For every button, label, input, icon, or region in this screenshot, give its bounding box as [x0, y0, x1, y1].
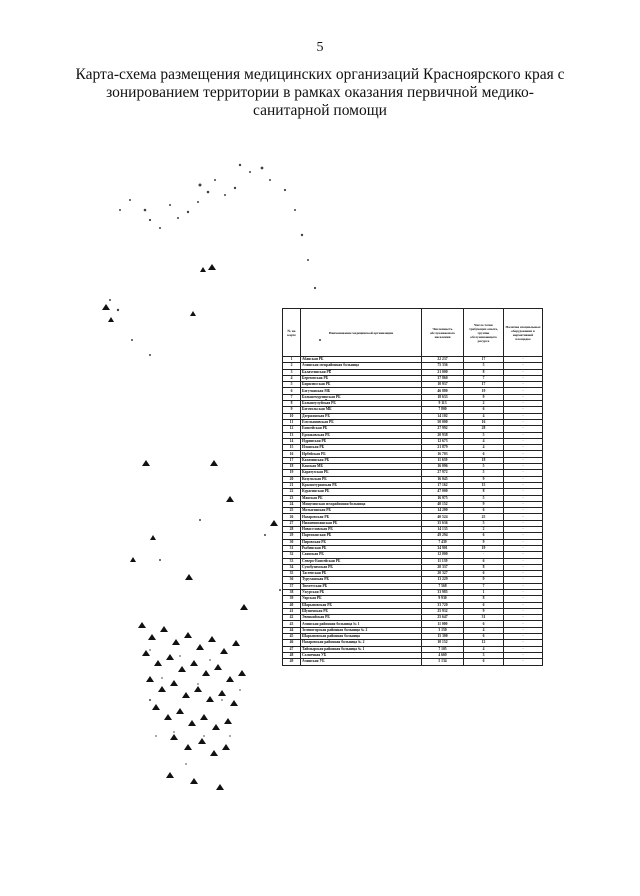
row-points: 4 — [464, 627, 504, 633]
row-population: 11 000 — [422, 621, 464, 627]
row-points: 5 — [464, 470, 504, 476]
row-population: 21 879 — [422, 445, 464, 451]
row-equipment: - — [504, 369, 543, 375]
row-equipment: - — [504, 558, 543, 564]
row-points: 8 — [464, 596, 504, 602]
row-number: 22 — [283, 489, 301, 495]
row-points: 8 — [464, 489, 504, 495]
row-points: 9 — [464, 501, 504, 507]
row-equipment: - — [504, 640, 543, 646]
row-points: 6 — [464, 634, 504, 640]
row-organization: Иланская РБ — [301, 445, 422, 451]
row-equipment: - — [504, 646, 543, 652]
row-number: 7 — [283, 394, 301, 400]
row-organization: Тасеевская РБ — [301, 571, 422, 577]
row-points: 5 — [464, 464, 504, 470]
row-equipment: - — [504, 539, 543, 545]
row-equipment: - — [504, 527, 543, 533]
row-number: 23 — [283, 495, 301, 501]
organizations-table-wrapper — [282, 308, 542, 666]
row-number: 47 — [283, 646, 301, 652]
row-number: 12 — [283, 426, 301, 432]
row-points: 31 — [464, 615, 504, 621]
row-equipment: - — [504, 564, 543, 570]
row-organization: Большеулуйская РБ — [301, 401, 422, 407]
row-number: 27 — [283, 520, 301, 526]
row-equipment: - — [504, 445, 543, 451]
row-equipment: - — [504, 652, 543, 658]
row-organization: Большемуртинская РБ — [301, 394, 422, 400]
row-equipment: - — [504, 426, 543, 432]
row-number: 29 — [283, 533, 301, 539]
row-equipment: - — [504, 533, 543, 539]
header-population: Численность обслуживаемого населения — [422, 309, 464, 357]
row-population: 22 237 — [422, 357, 464, 363]
row-organization: Каратузская РБ — [301, 470, 422, 476]
row-population: 35 636 — [422, 520, 464, 526]
row-organization: Солнечная УБ — [301, 652, 422, 658]
row-organization: Пировская РБ — [301, 539, 422, 545]
row-organization: Минусинская межрайонная больница — [301, 501, 422, 507]
row-equipment: - — [504, 577, 543, 583]
row-population: 27 992 — [422, 426, 464, 432]
row-population: 7 568 — [422, 583, 464, 589]
row-organization: Краснотуранская РБ — [301, 482, 422, 488]
row-number: 19 — [283, 470, 301, 476]
row-organization: Дзержинская РБ — [301, 413, 422, 419]
row-organization: Нижнеингашская РБ — [301, 520, 422, 526]
row-points: 4 — [464, 438, 504, 444]
row-points: 5 — [464, 432, 504, 438]
row-points: 17 — [464, 382, 504, 388]
row-population: 49 294 — [422, 533, 464, 539]
row-organization: Ирбейская РБ — [301, 451, 422, 457]
row-number: 8 — [283, 401, 301, 407]
row-equipment: - — [504, 608, 543, 614]
row-equipment: - — [504, 413, 543, 419]
row-population: 18 633 — [422, 394, 464, 400]
page-number: 5 — [316, 40, 324, 55]
row-number: 32 — [283, 552, 301, 558]
row-points: 6 — [464, 659, 504, 665]
row-points: - — [464, 552, 504, 558]
row-organization: Ачинская районная больница № 1 — [301, 621, 422, 627]
row-equipment: - — [504, 482, 543, 488]
row-equipment: - — [504, 596, 543, 602]
row-number: 38 — [283, 589, 301, 595]
row-equipment: - — [504, 357, 543, 363]
row-organization: Северо-Енисейская РБ — [301, 558, 422, 564]
row-points: 4 — [464, 646, 504, 652]
row-number: 28 — [283, 527, 301, 533]
row-points: 1 — [464, 589, 504, 595]
row-points: 6 — [464, 558, 504, 564]
row-organization: Саянская РБ — [301, 552, 422, 558]
row-points: 9 — [464, 476, 504, 482]
row-population: 16 096 — [422, 464, 464, 470]
row-number: 35 — [283, 571, 301, 577]
row-equipment: - — [504, 464, 543, 470]
row-points: 6 — [464, 533, 504, 539]
row-points: 19 — [464, 388, 504, 394]
header-organization: Наименование медицинской организации — [301, 309, 422, 357]
row-equipment: - — [504, 375, 543, 381]
row-number: 39 — [283, 596, 301, 602]
row-points: 6 — [464, 508, 504, 514]
row-population: 20 327 — [422, 571, 464, 577]
row-number: 5 — [283, 382, 301, 388]
row-points: 6 — [464, 571, 504, 577]
row-organization: Шарыповская районная больница — [301, 634, 422, 640]
row-equipment: - — [504, 508, 543, 514]
row-population: 40 524 — [422, 514, 464, 520]
row-number: 45 — [283, 634, 301, 640]
row-population: 34 901 — [422, 545, 464, 551]
row-equipment: - — [504, 489, 543, 495]
row-points: 9 — [464, 577, 504, 583]
row-population: 25 647 — [422, 615, 464, 621]
row-organization: Курагинская РБ — [301, 489, 422, 495]
row-organization: Бирилюсская РБ — [301, 382, 422, 388]
row-points: 12 — [464, 640, 504, 646]
row-organization: Сухобузимская РБ — [301, 564, 422, 570]
row-population: 47 000 — [422, 489, 464, 495]
row-organization: Зеленогорская районная больница № 2 — [301, 627, 422, 633]
row-equipment: - — [504, 470, 543, 476]
row-number: 41 — [283, 608, 301, 614]
row-points: 2 — [464, 401, 504, 407]
row-organization: Богучанская МБ — [301, 388, 422, 394]
row-population: 16 703 — [422, 451, 464, 457]
header-equipment: Наличие специальных оборудования в нормативной площадке — [504, 309, 543, 357]
row-population: 14 200 — [422, 508, 464, 514]
row-points: 5 — [464, 520, 504, 526]
row-equipment: - — [504, 457, 543, 463]
row-number: 18 — [283, 464, 301, 470]
row-equipment: - — [504, 552, 543, 558]
row-equipment: - — [504, 451, 543, 457]
row-number: 34 — [283, 564, 301, 570]
row-number: 44 — [283, 627, 301, 633]
row-population: 50 000 — [422, 419, 464, 425]
row-population: 15 300 — [422, 634, 464, 640]
row-equipment: - — [504, 419, 543, 425]
row-equipment: - — [504, 634, 543, 640]
row-population: 14 135 — [422, 527, 464, 533]
row-population: 7 439 — [422, 539, 464, 545]
row-organization: Березовская РБ — [301, 375, 422, 381]
row-population: 33 985 — [422, 589, 464, 595]
row-organization: Манская РБ — [301, 495, 422, 501]
row-organization: Мотыгинская РБ — [301, 508, 422, 514]
row-points: 6 — [464, 621, 504, 627]
row-organization: Балахтинская РБ — [301, 369, 422, 375]
row-equipment: - — [504, 589, 543, 595]
row-points: 3 — [464, 652, 504, 658]
table-body — [283, 357, 543, 666]
row-organization: Эвенкийская РБ — [301, 615, 422, 621]
row-number: 25 — [283, 508, 301, 514]
row-number: 3 — [283, 369, 301, 375]
row-population: 3 150 — [422, 627, 464, 633]
row-number: 26 — [283, 514, 301, 520]
row-organization: Рыбинская РБ — [301, 545, 422, 551]
row-number: 13 — [283, 432, 301, 438]
row-points: 5 — [464, 495, 504, 501]
row-equipment: - — [504, 615, 543, 621]
row-population: 20 938 — [422, 432, 464, 438]
row-organization: Канская МБ — [301, 464, 422, 470]
row-points: 2 — [464, 527, 504, 533]
row-equipment: - — [504, 545, 543, 551]
row-points: 5 — [464, 363, 504, 369]
row-number: 43 — [283, 621, 301, 627]
row-organization: Партизанская РБ — [301, 533, 422, 539]
row-number: 10 — [283, 413, 301, 419]
row-equipment: - — [504, 501, 543, 507]
row-points: 9 — [464, 539, 504, 545]
row-points: 25 — [464, 514, 504, 520]
row-equipment: - — [504, 571, 543, 577]
table-row — [283, 659, 543, 665]
row-population: 4 669 — [422, 652, 464, 658]
row-organization: Емельяновская РБ — [301, 419, 422, 425]
row-population: 20 337 — [422, 564, 464, 570]
row-points: 17 — [464, 357, 504, 363]
header-number: № на карте — [283, 309, 301, 357]
row-number: 17 — [283, 457, 301, 463]
row-equipment: - — [504, 363, 543, 369]
row-points: 4 — [464, 413, 504, 419]
row-points: 4 — [464, 445, 504, 451]
row-number: 14 — [283, 438, 301, 444]
row-equipment: - — [504, 659, 543, 665]
row-population: 13 229 — [422, 577, 464, 583]
organizations-table — [282, 308, 543, 666]
row-points: 6 — [464, 602, 504, 608]
row-equipment: - — [504, 583, 543, 589]
row-organization: Назаровская РБ — [301, 514, 422, 520]
row-number: 30 — [283, 539, 301, 545]
row-population: 16 045 — [422, 476, 464, 482]
row-organization: Ачинская межрайонная больница — [301, 363, 422, 369]
row-number: 46 — [283, 640, 301, 646]
row-organization: Шушенская РБ — [301, 608, 422, 614]
row-points: 18 — [464, 457, 504, 463]
row-population: 9 113 — [422, 401, 464, 407]
row-organization: Боготольская МБ — [301, 407, 422, 413]
row-population: 7 105 — [422, 646, 464, 652]
row-points: 6 — [464, 407, 504, 413]
row-equipment: - — [504, 520, 543, 526]
row-points: 7 — [464, 583, 504, 589]
row-organization: Новоселовская РБ — [301, 527, 422, 533]
row-population: 11 139 — [422, 558, 464, 564]
row-population: 37 860 — [422, 375, 464, 381]
row-population: 17 162 — [422, 482, 464, 488]
row-organization: Таймырская районная больница № 1 — [301, 646, 422, 652]
row-population: 12 673 — [422, 438, 464, 444]
row-number: 40 — [283, 602, 301, 608]
row-number: 1 — [283, 357, 301, 363]
row-population: 33 720 — [422, 602, 464, 608]
row-number: 49 — [283, 659, 301, 665]
row-equipment: - — [504, 602, 543, 608]
row-number: 21 — [283, 482, 301, 488]
row-equipment: - — [504, 401, 543, 407]
row-number: 15 — [283, 445, 301, 451]
row-population: 12 000 — [422, 552, 464, 558]
row-equipment: - — [504, 621, 543, 627]
row-equipment: - — [504, 438, 543, 444]
row-organization: Шарыповская РБ — [301, 602, 422, 608]
row-organization: Козульская РБ — [301, 476, 422, 482]
row-organization: Уярская РБ — [301, 596, 422, 602]
row-equipment: - — [504, 476, 543, 482]
row-points: 8 — [464, 369, 504, 375]
page-title: Карта-схема размещения медицинских организаций Красноярского края с зонированием территории в рамках оказания первичной медико-санитарной помощи — [75, 66, 565, 119]
row-organization: Абанская РБ — [301, 357, 422, 363]
row-points: 7 — [464, 375, 504, 381]
row-number: 4 — [283, 375, 301, 381]
row-population: 21 000 — [422, 369, 464, 375]
row-equipment: - — [504, 514, 543, 520]
row-population: 75 336 — [422, 363, 464, 369]
row-organization: Казачинская РБ — [301, 457, 422, 463]
row-equipment: - — [504, 495, 543, 501]
row-number: 6 — [283, 388, 301, 394]
row-population: 14 102 — [422, 413, 464, 419]
row-population: 16 975 — [422, 495, 464, 501]
row-number: 48 — [283, 652, 301, 658]
row-number: 20 — [283, 476, 301, 482]
row-number: 9 — [283, 407, 301, 413]
row-population: 40 152 — [422, 501, 464, 507]
row-organization: Тюхтетская РБ — [301, 583, 422, 589]
row-number: 24 — [283, 501, 301, 507]
row-points: 16 — [464, 419, 504, 425]
row-number: 11 — [283, 419, 301, 425]
row-points: 6 — [464, 451, 504, 457]
row-number: 33 — [283, 558, 301, 564]
row-population: 10 152 — [422, 640, 464, 646]
row-equipment: - — [504, 627, 543, 633]
row-organization: Ужурская РБ — [301, 589, 422, 595]
row-organization: Ачинская УБ — [301, 659, 422, 665]
row-number: 16 — [283, 451, 301, 457]
row-number: 42 — [283, 615, 301, 621]
row-number: 2 — [283, 363, 301, 369]
row-organization: Идринская РБ — [301, 438, 422, 444]
row-population: 10 937 — [422, 382, 464, 388]
row-points: 15 — [464, 482, 504, 488]
row-population: 5 134 — [422, 659, 464, 665]
row-points: 9 — [464, 394, 504, 400]
row-organization: Енисейская РБ — [301, 426, 422, 432]
row-equipment: - — [504, 407, 543, 413]
row-organization: Ермаковская РБ — [301, 432, 422, 438]
row-points: 28 — [464, 426, 504, 432]
row-organization: Туруханская РБ — [301, 577, 422, 583]
row-population: 9 930 — [422, 596, 464, 602]
header-points: Число точек требующих опыта, группы обслуживающего ресурса — [464, 309, 504, 357]
row-organization: Назаровская районная больница № 2 — [301, 640, 422, 646]
row-equipment: - — [504, 382, 543, 388]
row-population: 25 932 — [422, 608, 464, 614]
row-equipment: - — [504, 394, 543, 400]
row-population: 46 880 — [422, 388, 464, 394]
table-header-row — [283, 309, 543, 357]
row-points: 9 — [464, 608, 504, 614]
row-number: 36 — [283, 577, 301, 583]
row-points: 8 — [464, 564, 504, 570]
row-equipment: - — [504, 432, 543, 438]
row-equipment: - — [504, 388, 543, 394]
row-population: 27 972 — [422, 470, 464, 476]
row-number: 37 — [283, 583, 301, 589]
row-number: 31 — [283, 545, 301, 551]
row-population: 7 800 — [422, 407, 464, 413]
row-population: 11 639 — [422, 457, 464, 463]
row-points: 19 — [464, 545, 504, 551]
